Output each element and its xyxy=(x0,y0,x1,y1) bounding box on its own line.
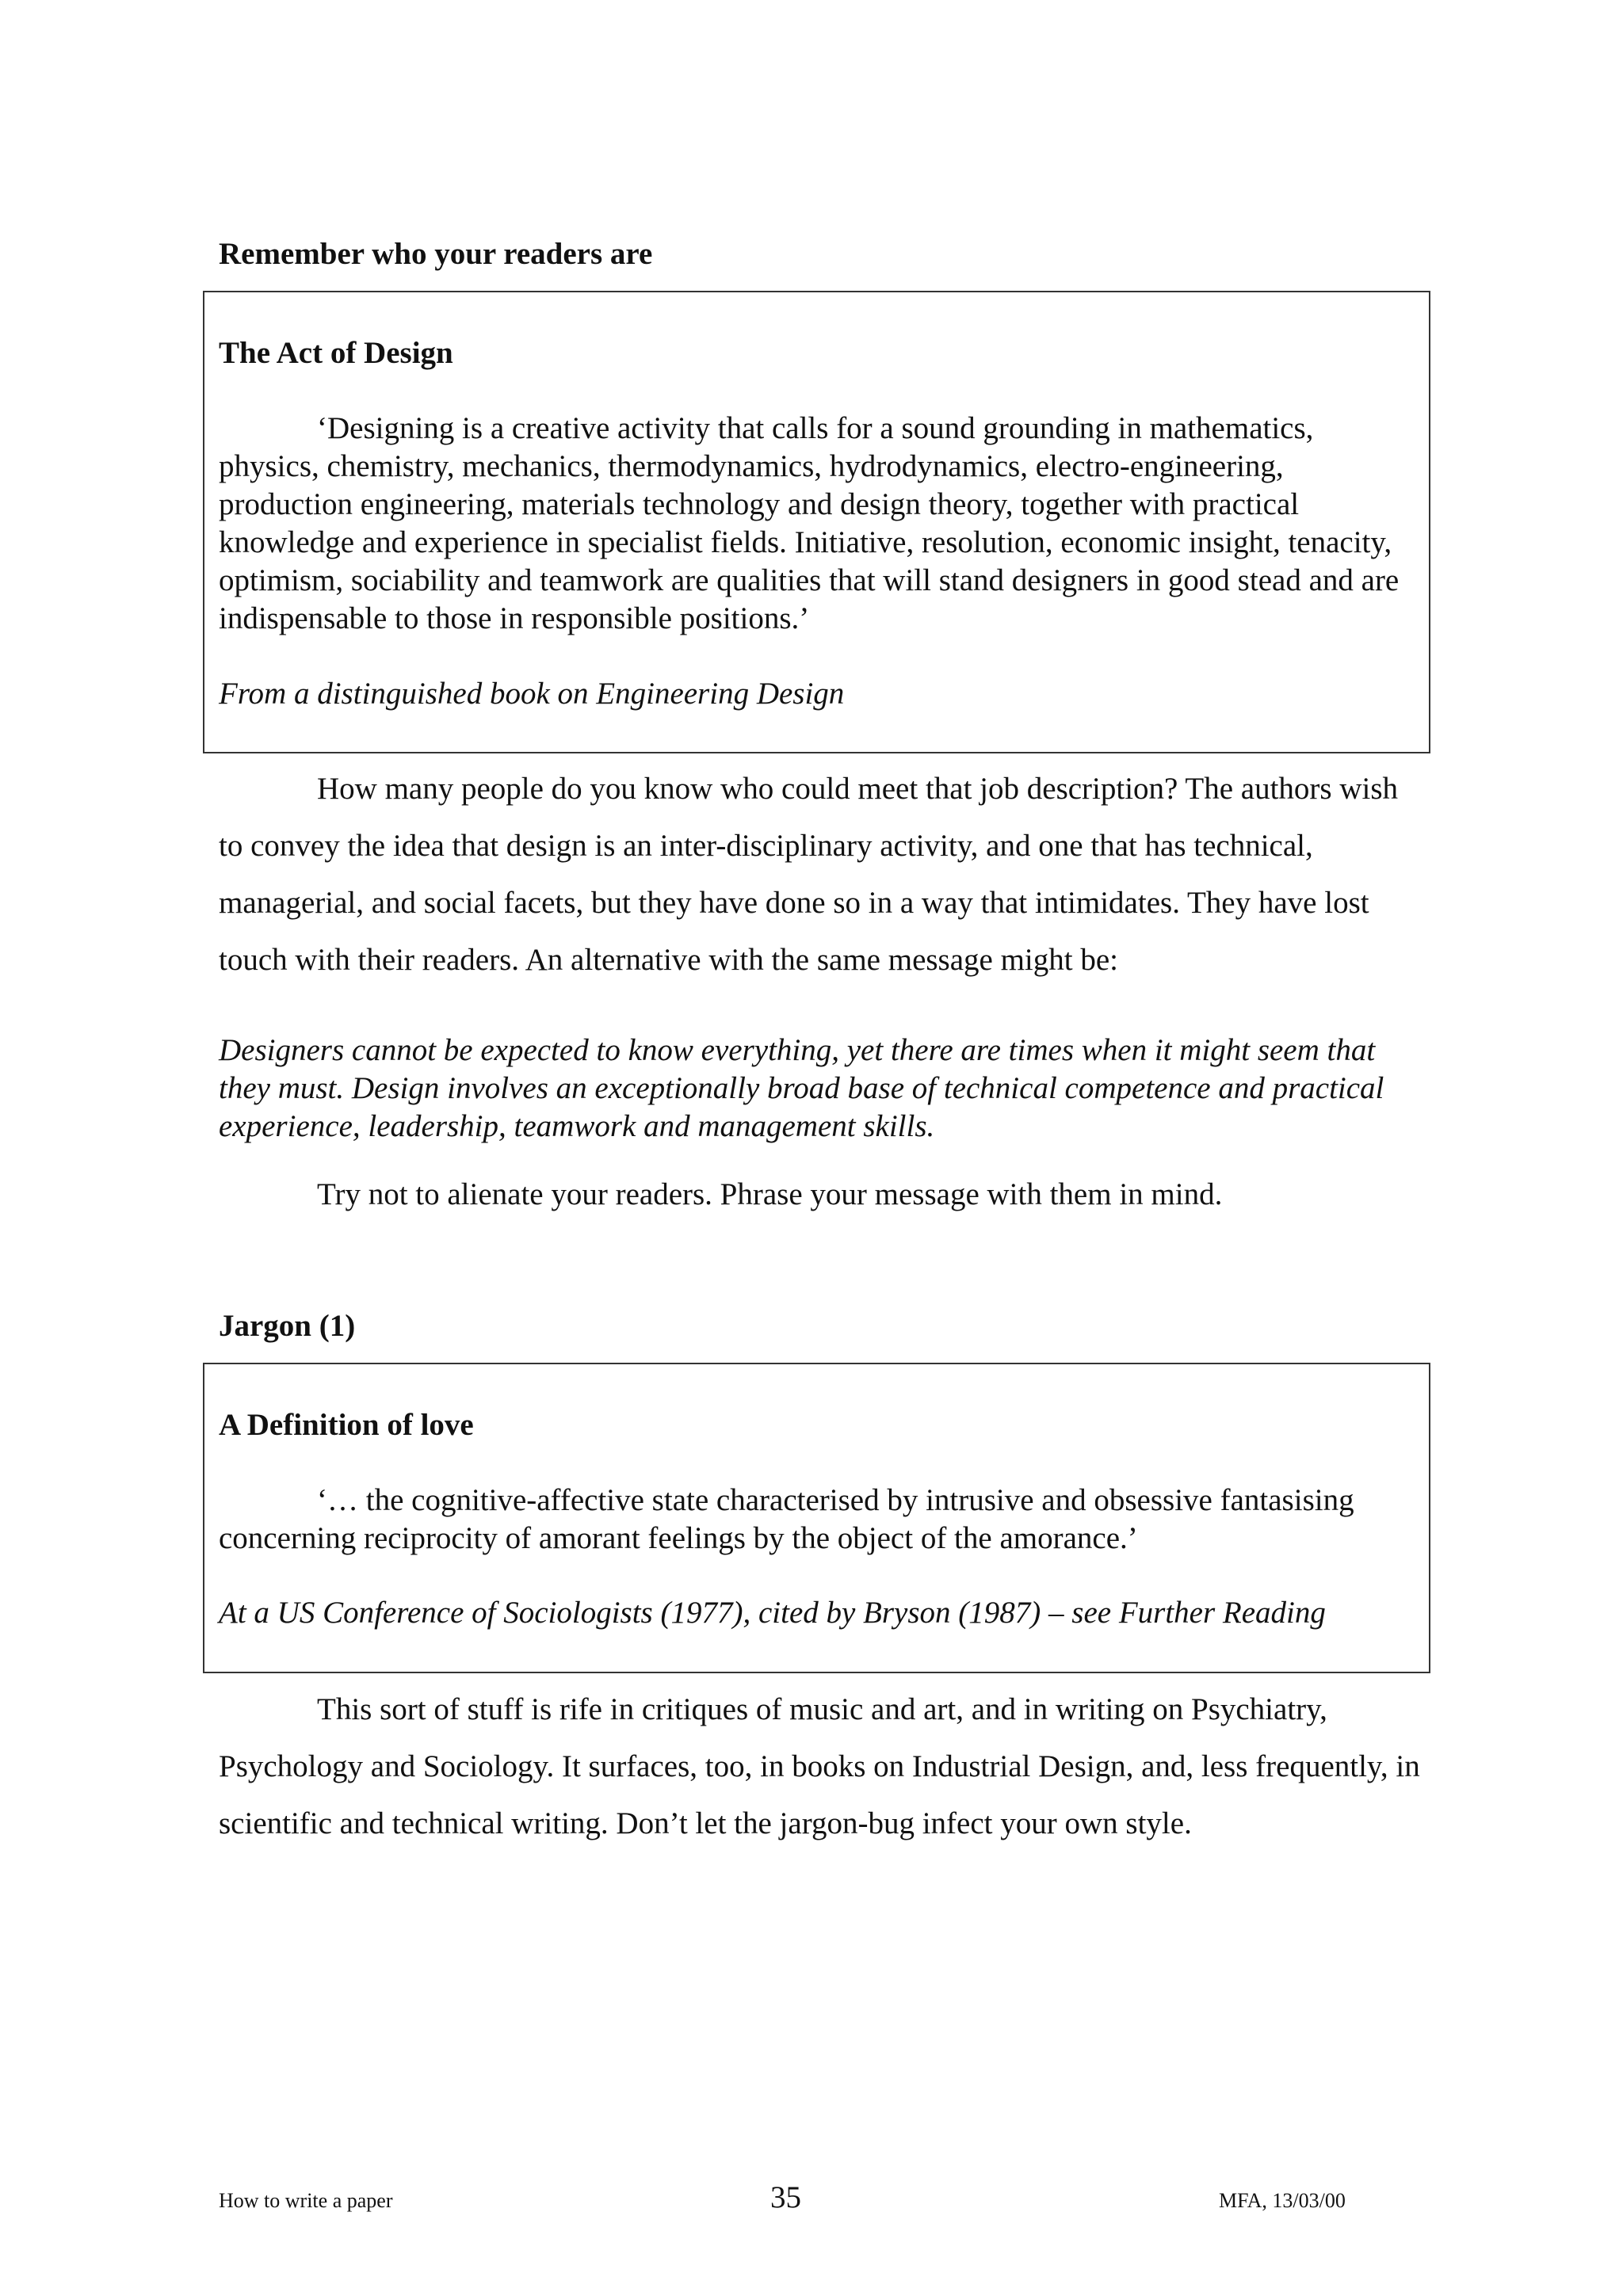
quote-box-title: A Definition of love xyxy=(219,1408,474,1442)
quote-attribution: At a US Conference of Sociologists (1977), cited by Bryson (1987) – see Further Reading xyxy=(219,1596,1326,1630)
quote-box-title: The Act of Design xyxy=(219,336,453,370)
quote-text: ‘Designing is a creative activity that calls for a sound grounding in mathematics, physics, chemistry, mechanics, thermodynamics, hydrodynamics, electro-engineering, production engineering, materials technology and design theory, together with practical knowledge and experience in specialist fields. Initiative, resolution, economic insight, tenacity, optimism, sociability and teamwork are qualities that will stand designers in good stead and are indispensable to those in responsible positions.’ xyxy=(219,411,1400,635)
quote-box-definition-of-love xyxy=(203,1363,1430,1673)
alternative-italic-paragraph: Designers cannot be expected to know everything, yet there are times when it might seem that they must. Design involves an exceptionally broad base of technical competence and practical experience, leadership, teamwork and management skills. xyxy=(219,1033,1384,1143)
quote-attribution: From a distinguished book on Engineering Design xyxy=(219,677,845,711)
quote-box-act-of-design xyxy=(203,291,1430,753)
body-paragraph: How many people do you know who could meet that job description? The authors wish to convey the idea that design is an inter-disciplinary activity, and one that has technical, managerial, and social facets, but they have done so in a way that intimidates. They have lost touch with their readers. An alternative with the same message might be: xyxy=(219,772,1399,977)
body-paragraph: This sort of stuff is rife in critiques of music and art, and in writing on Psychiatry, Psychology and Sociology. It surfaces, too, in books on Industrial Design, and, less frequently, in scientific and technical writing. Don’t let the jargon-bug infect your own style. xyxy=(219,1692,1420,1840)
body-paragraph: Try not to alienate your readers. Phrase your message with them in mind. xyxy=(317,1177,1223,1211)
section-heading-jargon: Jargon (1) xyxy=(219,1309,356,1343)
footer-author-date: MFA, 13/03/00 xyxy=(1219,2189,1346,2212)
footer-document-title: How to write a paper xyxy=(219,2189,393,2212)
footer-page-number: 35 xyxy=(770,2180,801,2214)
section-heading-readers: Remember who your readers are xyxy=(219,237,653,271)
quote-text: ‘… the cognitive-affective state characterised by intrusive and obsessive fantasising concerning reciprocity of amorant feelings by the object of the amorance.’ xyxy=(219,1483,1354,1555)
